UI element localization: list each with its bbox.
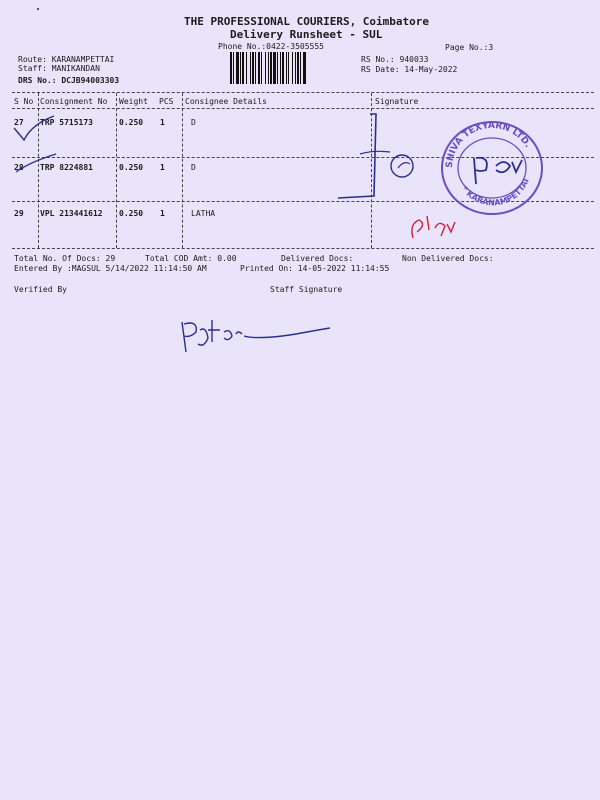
staff-signature [178, 316, 338, 360]
staff-signature-label: Staff Signature [270, 285, 343, 294]
col-divider [182, 93, 183, 248]
row-sno: 29 [14, 209, 24, 218]
row-sno: 28 [14, 163, 24, 172]
col-weight: Weight [119, 97, 148, 106]
verified-by: Verified By [14, 285, 67, 294]
printed-on: Printed On: 14-05-2022 11:14:55 [240, 264, 390, 273]
route-label: Route: KARANAMPETTAI [18, 55, 115, 64]
col-pcs: PCS [159, 97, 174, 106]
signature-scribble [330, 108, 440, 208]
rs-number: RS No.: 940033 [361, 55, 429, 64]
table-top-rule [12, 92, 594, 93]
page-number: Page No.:3 [445, 43, 494, 52]
row-pcs: 1 [160, 163, 165, 172]
entered-by: Entered By :MAGSUL 5/14/2022 11:14:50 AM [14, 264, 207, 273]
table-bottom-rule [12, 248, 594, 249]
row-consignee: LATHA [191, 209, 216, 218]
row-consignment: TRP 5715173 [40, 118, 93, 127]
row-weight: 0.250 [119, 118, 144, 127]
row-consignment: TRP 8224881 [40, 163, 93, 172]
col-consignment: Consignment No [40, 97, 108, 106]
col-sno: S No [14, 97, 34, 106]
col-divider [116, 93, 117, 248]
total-docs: Total No. Of Docs: 29 [14, 254, 116, 263]
row-consignee: D [191, 118, 196, 127]
row-weight: 0.250 [119, 163, 144, 172]
drs-number: DRS No.: DCJB94003303 [18, 76, 120, 85]
row-sno: 27 [14, 118, 24, 127]
company-stamp [438, 118, 546, 216]
col-consignee: Consignee Details [185, 97, 267, 106]
header-rule [12, 108, 594, 109]
row-pcs: 1 [160, 209, 165, 218]
red-initials [405, 210, 465, 250]
row-consignee: D [191, 163, 196, 172]
col-signature: Signature [375, 97, 419, 106]
row-pcs: 1 [160, 118, 165, 127]
non-delivered-docs: Non Delivered Docs: [402, 254, 494, 263]
svg-text:* KARANAMPETTAI: * KARANAMPETTAI [459, 177, 531, 208]
phone-number: Phone No.:0422-3505555 [218, 42, 324, 51]
speck [37, 8, 39, 10]
svg-text:SHIVA TEXYARN LTD.: SHIVA TEXYARN LTD. [444, 120, 533, 169]
staff-label: Staff: MANIKANDAN [18, 64, 100, 73]
barcode [230, 52, 356, 84]
rs-date: RS Date: 14-May-2022 [361, 65, 458, 74]
tick-marks [10, 110, 60, 180]
delivered-docs: Delivered Docs: [281, 254, 354, 263]
row-weight: 0.250 [119, 209, 144, 218]
page-title: Delivery Runsheet - SUL [230, 28, 383, 41]
total-cod: Total COD Amt: 0.00 [145, 254, 237, 263]
row-consignment: VPL 213441612 [40, 209, 103, 218]
company-name: THE PROFESSIONAL COURIERS, Coimbatore [184, 15, 430, 28]
